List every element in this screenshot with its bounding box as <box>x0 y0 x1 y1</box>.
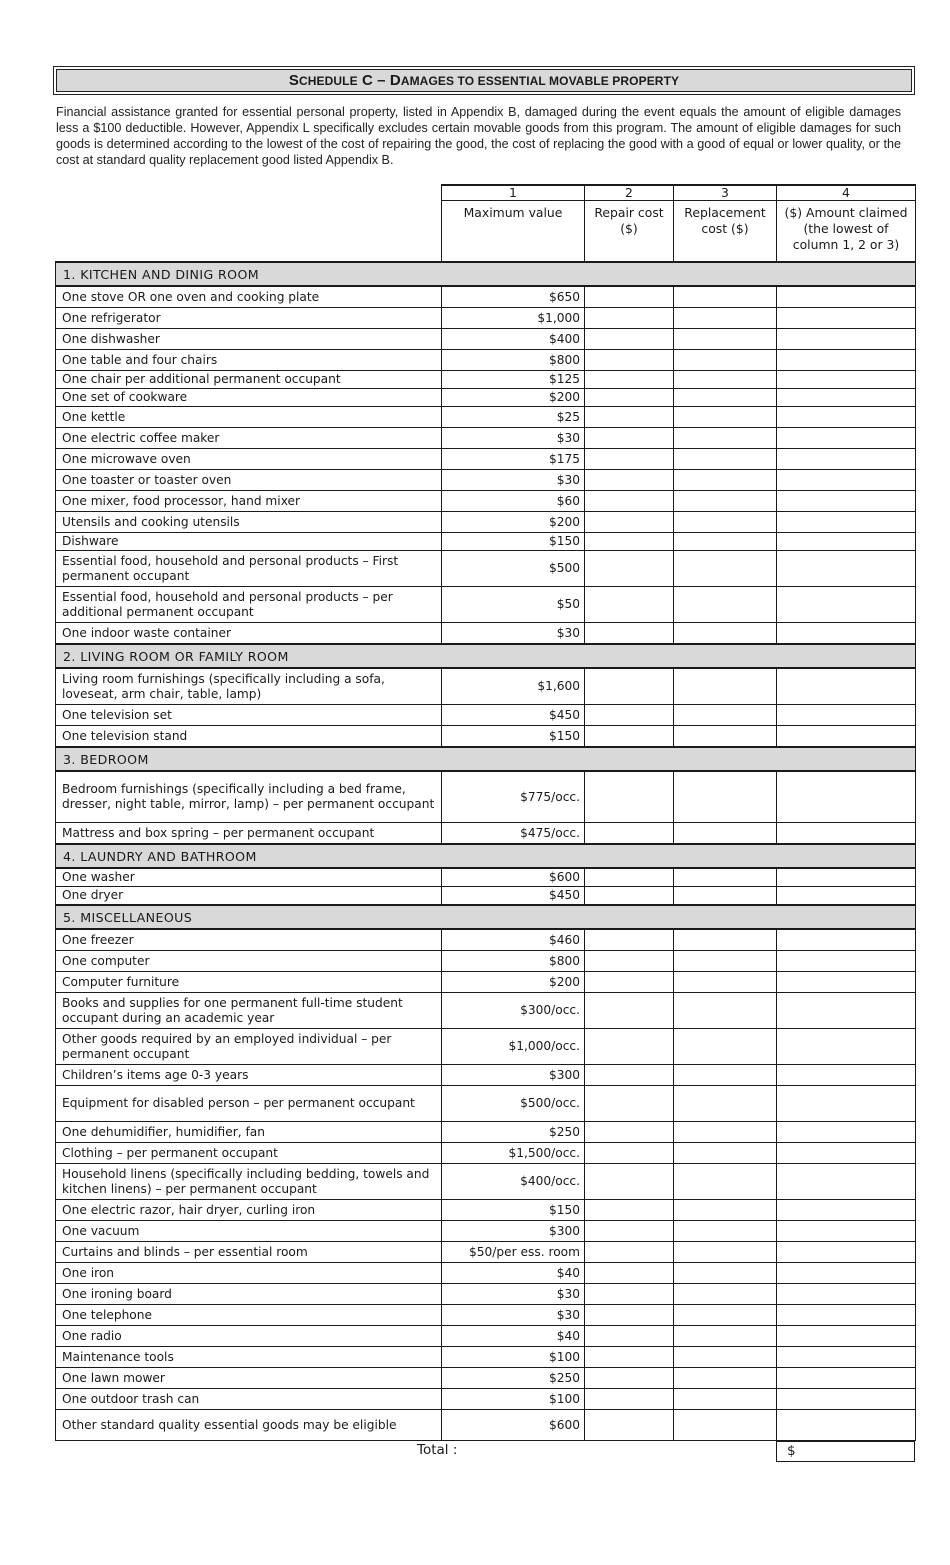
item-label: One set of cookware <box>56 389 442 407</box>
repair-cost-input[interactable] <box>585 1029 674 1065</box>
maximum-value: $150 <box>442 1200 585 1221</box>
item-label: One chair per additional permanent occupant <box>56 371 442 389</box>
repair-cost-input[interactable] <box>585 623 674 645</box>
repair-cost-input[interactable] <box>585 512 674 533</box>
replacement-cost-input[interactable] <box>674 350 777 371</box>
replacement-cost-input[interactable] <box>674 972 777 993</box>
section-title: 4. LAUNDRY AND BATHROOM <box>56 844 916 868</box>
repair-cost-input[interactable] <box>585 951 674 972</box>
item-label: Clothing – per permanent occupant <box>56 1143 442 1164</box>
item-label: One freezer <box>56 929 442 951</box>
amount-claimed-input[interactable] <box>777 1143 916 1164</box>
maximum-value: $30 <box>442 1284 585 1305</box>
repair-cost-input[interactable] <box>585 1164 674 1200</box>
replacement-cost-input[interactable] <box>674 1221 777 1242</box>
section-header <box>56 644 916 668</box>
total-row <box>55 1441 915 1462</box>
table-row <box>56 1326 916 1347</box>
maximum-value: $450 <box>442 705 585 726</box>
table-row <box>56 428 916 449</box>
table-row <box>56 329 916 350</box>
amount-claimed-input[interactable] <box>777 371 916 389</box>
replacement-cost-input[interactable] <box>674 1086 777 1122</box>
amount-claimed-input[interactable] <box>777 705 916 726</box>
repair-cost-input[interactable] <box>585 1086 674 1122</box>
table-row <box>56 286 916 308</box>
replacement-cost-input[interactable] <box>674 512 777 533</box>
item-label: One indoor waste container <box>56 623 442 645</box>
table-row <box>56 449 916 470</box>
item-label: One lawn mower <box>56 1368 442 1389</box>
item-label: Utensils and cooking utensils <box>56 512 442 533</box>
table-row <box>56 350 916 371</box>
amount-claimed-input[interactable] <box>777 1122 916 1143</box>
table-row <box>56 389 916 407</box>
section-header <box>56 262 916 286</box>
maximum-value: $100 <box>442 1347 585 1368</box>
table-row <box>56 491 916 512</box>
item-label: Maintenance tools <box>56 1347 442 1368</box>
maximum-value: $60 <box>442 491 585 512</box>
amount-claimed-input[interactable] <box>777 972 916 993</box>
repair-cost-input[interactable] <box>585 286 674 308</box>
maximum-value: $300 <box>442 1065 585 1086</box>
amount-claimed-input[interactable] <box>777 726 916 748</box>
replacement-cost-input[interactable] <box>674 449 777 470</box>
replacement-cost-input[interactable] <box>674 533 777 551</box>
maximum-value: $650 <box>442 286 585 308</box>
maximum-value: $1,000/occ. <box>442 1029 585 1065</box>
item-label: One television set <box>56 705 442 726</box>
item-label: One radio <box>56 1326 442 1347</box>
replacement-cost-input[interactable] <box>674 407 777 428</box>
repair-cost-input[interactable] <box>585 1410 674 1441</box>
table-row <box>56 951 916 972</box>
replacement-cost-input[interactable] <box>674 470 777 491</box>
section-header <box>56 747 916 771</box>
maximum-value: $150 <box>442 533 585 551</box>
replacement-cost-input[interactable] <box>674 1305 777 1326</box>
section-title: 5. MISCELLANEOUS <box>56 905 916 929</box>
table-row <box>56 1263 916 1284</box>
section-header <box>56 905 916 929</box>
repair-cost-input[interactable] <box>585 705 674 726</box>
replacement-cost-input[interactable] <box>674 993 777 1029</box>
blank-cell <box>56 201 442 263</box>
item-label: One dehumidifier, humidifier, fan <box>56 1122 442 1143</box>
table-row <box>56 1200 916 1221</box>
repair-cost-input[interactable] <box>585 428 674 449</box>
maximum-value: $475/occ. <box>442 823 585 845</box>
item-label: One toaster or toaster oven <box>56 470 442 491</box>
amount-claimed-input[interactable] <box>777 449 916 470</box>
replacement-cost-input[interactable] <box>674 726 777 748</box>
table-row <box>56 587 916 623</box>
replacement-cost-input[interactable] <box>674 1326 777 1347</box>
table-row <box>56 1389 916 1410</box>
maximum-value: $40 <box>442 1326 585 1347</box>
table-row <box>56 823 916 845</box>
repair-cost-input[interactable] <box>585 929 674 951</box>
maximum-value: $400 <box>442 329 585 350</box>
table-row <box>56 929 916 951</box>
schedule-title-box <box>53 66 915 95</box>
replacement-cost-input[interactable] <box>674 1029 777 1065</box>
maximum-value: $40 <box>442 1263 585 1284</box>
replacement-cost-input[interactable] <box>674 771 777 823</box>
maximum-value: $500 <box>442 551 585 587</box>
replacement-cost-input[interactable] <box>674 929 777 951</box>
amount-claimed-input[interactable] <box>777 1263 916 1284</box>
table-row <box>56 1086 916 1122</box>
replacement-cost-input[interactable] <box>674 551 777 587</box>
header-repair-cost: Repair cost ($) <box>585 201 674 263</box>
item-label: One electric razor, hair dryer, curling iron <box>56 1200 442 1221</box>
repair-cost-input[interactable] <box>585 868 674 887</box>
maximum-value: $400/occ. <box>442 1164 585 1200</box>
repair-cost-input[interactable] <box>585 668 674 705</box>
maximum-value: $250 <box>442 1368 585 1389</box>
replacement-cost-input[interactable] <box>674 587 777 623</box>
replacement-cost-input[interactable] <box>674 1284 777 1305</box>
intro-paragraph: Financial assistance granted for essential personal property, listed in Appendix B, damaged during the event equals the amount of eligible damages less a $100 deductible. However, Appendix L specifically excludes certain movable goods from this program. The amount of eligible damages for such goods is determined according to the lowest of the cost of repairing the good, the cost of replacing the good with a good of equal or lower quality, or the cost at standard quality replacement good listed Appendix B. <box>56 105 901 167</box>
amount-claimed-input[interactable] <box>777 1347 916 1368</box>
amount-claimed-input[interactable] <box>777 512 916 533</box>
section-title: 2. LIVING ROOM OR FAMILY ROOM <box>56 644 916 668</box>
replacement-cost-input[interactable] <box>674 887 777 906</box>
table-row <box>56 1368 916 1389</box>
amount-claimed-input[interactable] <box>777 771 916 823</box>
repair-cost-input[interactable] <box>585 308 674 329</box>
repair-cost-input[interactable] <box>585 1326 674 1347</box>
table-row <box>56 470 916 491</box>
amount-claimed-input[interactable] <box>777 428 916 449</box>
repair-cost-input[interactable] <box>585 470 674 491</box>
amount-claimed-input[interactable] <box>777 1284 916 1305</box>
item-label: One refrigerator <box>56 308 442 329</box>
table-row <box>56 1143 916 1164</box>
maximum-value: $1,500/occ. <box>442 1143 585 1164</box>
repair-cost-input[interactable] <box>585 1368 674 1389</box>
maximum-value: $200 <box>442 972 585 993</box>
amount-claimed-input[interactable] <box>777 470 916 491</box>
amount-claimed-input[interactable] <box>777 1086 916 1122</box>
repair-cost-input[interactable] <box>585 407 674 428</box>
item-label: One microwave oven <box>56 449 442 470</box>
maximum-value: $25 <box>442 407 585 428</box>
item-label: One mixer, food processor, hand mixer <box>56 491 442 512</box>
item-label: One outdoor trash can <box>56 1389 442 1410</box>
replacement-cost-input[interactable] <box>674 1143 777 1164</box>
maximum-value: $150 <box>442 726 585 748</box>
table-row <box>56 1242 916 1263</box>
table-row <box>56 705 916 726</box>
maximum-value: $775/occ. <box>442 771 585 823</box>
amount-claimed-input[interactable] <box>777 329 916 350</box>
repair-cost-input[interactable] <box>585 1284 674 1305</box>
item-label: One ironing board <box>56 1284 442 1305</box>
maximum-value: $50/per ess. room <box>442 1242 585 1263</box>
amount-claimed-input[interactable] <box>777 887 916 906</box>
section-header <box>56 844 916 868</box>
table-row <box>56 1410 916 1441</box>
replacement-cost-input[interactable] <box>674 286 777 308</box>
amount-claimed-input[interactable] <box>777 407 916 428</box>
item-label: Equipment for disabled person – per permanent occupant <box>56 1086 442 1122</box>
replacement-cost-input[interactable] <box>674 428 777 449</box>
maximum-value: $30 <box>442 623 585 645</box>
maximum-value: $600 <box>442 1410 585 1441</box>
replacement-cost-input[interactable] <box>674 951 777 972</box>
replacement-cost-input[interactable] <box>674 1389 777 1410</box>
amount-claimed-input[interactable] <box>777 823 916 845</box>
item-label: One dryer <box>56 887 442 906</box>
total-label: Total : <box>417 1442 458 1458</box>
replacement-cost-input[interactable] <box>674 1200 777 1221</box>
table-row <box>56 1122 916 1143</box>
item-label: Curtains and blinds – per essential room <box>56 1242 442 1263</box>
repair-cost-input[interactable] <box>585 993 674 1029</box>
maximum-value: $250 <box>442 1122 585 1143</box>
item-label: One washer <box>56 868 442 887</box>
title-part: C – <box>357 72 390 89</box>
table-row <box>56 1164 916 1200</box>
table-row <box>56 771 916 823</box>
repair-cost-input[interactable] <box>585 1200 674 1221</box>
title-part: AMAGES TO ESSENTIAL MOVABLE PROPERTY <box>400 73 680 88</box>
amount-claimed-input[interactable] <box>777 668 916 705</box>
repair-cost-input[interactable] <box>585 329 674 350</box>
column-number: 1 <box>442 185 585 201</box>
column-header-row <box>56 201 916 263</box>
table-row <box>56 887 916 906</box>
maximum-value: $500/occ. <box>442 1086 585 1122</box>
currency-symbol: $ <box>787 1443 796 1459</box>
maximum-value: $100 <box>442 1389 585 1410</box>
column-number: 2 <box>585 185 674 201</box>
item-label: Books and supplies for one permanent full-time student occupant during an academic year <box>56 993 442 1029</box>
amount-claimed-input[interactable] <box>777 993 916 1029</box>
item-label: Essential food, household and personal products – First permanent occupant <box>56 551 442 587</box>
replacement-cost-input[interactable] <box>674 1242 777 1263</box>
repair-cost-input[interactable] <box>585 371 674 389</box>
repair-cost-input[interactable] <box>585 1389 674 1410</box>
replacement-cost-input[interactable] <box>674 1263 777 1284</box>
item-label: Essential food, household and personal products – per additional permanent occupant <box>56 587 442 623</box>
amount-claimed-input[interactable] <box>777 350 916 371</box>
table-row <box>56 1305 916 1326</box>
table-row <box>56 623 916 645</box>
maximum-value: $300/occ. <box>442 993 585 1029</box>
repair-cost-input[interactable] <box>585 1122 674 1143</box>
header-maximum-value: Maximum value <box>442 201 585 263</box>
maximum-value: $460 <box>442 929 585 951</box>
maximum-value: $30 <box>442 1305 585 1326</box>
table-row <box>56 1221 916 1242</box>
table-row <box>56 972 916 993</box>
repair-cost-input[interactable] <box>585 823 674 845</box>
maximum-value: $800 <box>442 951 585 972</box>
item-label: Computer furniture <box>56 972 442 993</box>
amount-claimed-input[interactable] <box>777 1065 916 1086</box>
replacement-cost-input[interactable] <box>674 668 777 705</box>
replacement-cost-input[interactable] <box>674 1347 777 1368</box>
replacement-cost-input[interactable] <box>674 1065 777 1086</box>
table-row <box>56 868 916 887</box>
item-label: Living room furnishings (specifically including a sofa, loveseat, arm chair, table, lamp) <box>56 668 442 705</box>
replacement-cost-input[interactable] <box>674 1368 777 1389</box>
item-label: One electric coffee maker <box>56 428 442 449</box>
title-part: S <box>288 72 299 89</box>
maximum-value: $175 <box>442 449 585 470</box>
item-label: One television stand <box>56 726 442 748</box>
replacement-cost-input[interactable] <box>674 623 777 645</box>
repair-cost-input[interactable] <box>585 1347 674 1368</box>
replacement-cost-input[interactable] <box>674 1164 777 1200</box>
maximum-value: $200 <box>442 512 585 533</box>
replacement-cost-input[interactable] <box>674 491 777 512</box>
repair-cost-input[interactable] <box>585 1143 674 1164</box>
table-row <box>56 668 916 705</box>
table-row <box>56 993 916 1029</box>
table-row <box>56 726 916 748</box>
item-label: One stove OR one oven and cooking plate <box>56 286 442 308</box>
table-row <box>56 512 916 533</box>
amount-claimed-input[interactable] <box>777 868 916 887</box>
replacement-cost-input[interactable] <box>674 705 777 726</box>
amount-claimed-input[interactable] <box>777 929 916 951</box>
maximum-value: $800 <box>442 350 585 371</box>
amount-claimed-input[interactable] <box>777 1221 916 1242</box>
item-label: Dishware <box>56 533 442 551</box>
item-label: One table and four chairs <box>56 350 442 371</box>
amount-claimed-input[interactable] <box>777 286 916 308</box>
amount-claimed-input[interactable] <box>777 308 916 329</box>
table-row <box>56 371 916 389</box>
maximum-value: $50 <box>442 587 585 623</box>
item-label: One kettle <box>56 407 442 428</box>
maximum-value: $125 <box>442 371 585 389</box>
header-amount-claimed: ($) Amount claimed (the lowest of column 1, 2 or 3) <box>777 201 916 263</box>
title-part: CHEDULE <box>298 73 358 88</box>
repair-cost-input[interactable] <box>585 1305 674 1326</box>
repair-cost-input[interactable] <box>585 1263 674 1284</box>
item-label: One computer <box>56 951 442 972</box>
table-row <box>56 533 916 551</box>
amount-claimed-input[interactable] <box>777 587 916 623</box>
amount-claimed-input[interactable] <box>777 389 916 407</box>
maximum-value: $600 <box>442 868 585 887</box>
amount-claimed-input[interactable] <box>777 1326 916 1347</box>
amount-claimed-input[interactable] <box>777 1368 916 1389</box>
amount-claimed-input[interactable] <box>777 533 916 551</box>
amount-claimed-input[interactable] <box>777 1242 916 1263</box>
repair-cost-input[interactable] <box>585 1221 674 1242</box>
maximum-value: $200 <box>442 389 585 407</box>
item-label: Household linens (specifically including bedding, towels and kitchen linens) – per permanent occupant <box>56 1164 442 1200</box>
section-title: 3. BEDROOM <box>56 747 916 771</box>
item-label: One telephone <box>56 1305 442 1326</box>
repair-cost-input[interactable] <box>585 389 674 407</box>
table-row <box>56 1284 916 1305</box>
amount-claimed-input[interactable] <box>777 551 916 587</box>
table-row <box>56 1065 916 1086</box>
replacement-cost-input[interactable] <box>674 1410 777 1441</box>
repair-cost-input[interactable] <box>585 449 674 470</box>
amount-claimed-input[interactable] <box>777 1029 916 1065</box>
schedule-title <box>56 69 912 92</box>
header-replacement-cost: Replacement cost ($) <box>674 201 777 263</box>
amount-claimed-input[interactable] <box>777 491 916 512</box>
replacement-cost-input[interactable] <box>674 329 777 350</box>
repair-cost-input[interactable] <box>585 551 674 587</box>
item-label: Mattress and box spring – per permanent occupant <box>56 823 442 845</box>
blank-cell <box>56 185 442 201</box>
repair-cost-input[interactable] <box>585 491 674 512</box>
amount-claimed-input[interactable] <box>777 1164 916 1200</box>
replacement-cost-input[interactable] <box>674 1122 777 1143</box>
table-row <box>56 1347 916 1368</box>
section-title: 1. KITCHEN AND DINIG ROOM <box>56 262 916 286</box>
maximum-value: $1,600 <box>442 668 585 705</box>
amount-claimed-input[interactable] <box>777 1305 916 1326</box>
repair-cost-input[interactable] <box>585 587 674 623</box>
amount-claimed-input[interactable] <box>777 951 916 972</box>
amount-claimed-input[interactable] <box>777 1410 916 1441</box>
replacement-cost-input[interactable] <box>674 308 777 329</box>
table-row <box>56 551 916 587</box>
item-label: Other goods required by an employed individual – per permanent occupant <box>56 1029 442 1065</box>
maximum-value: $1,000 <box>442 308 585 329</box>
title-part: D <box>389 72 401 89</box>
repair-cost-input[interactable] <box>585 771 674 823</box>
maximum-value: $30 <box>442 470 585 491</box>
repair-cost-input[interactable] <box>585 350 674 371</box>
amount-claimed-input[interactable] <box>777 623 916 645</box>
maximum-value: $30 <box>442 428 585 449</box>
table-row <box>56 1029 916 1065</box>
replacement-cost-input[interactable] <box>674 371 777 389</box>
table-row <box>56 407 916 428</box>
repair-cost-input[interactable] <box>585 972 674 993</box>
maximum-value: $450 <box>442 887 585 906</box>
item-label: Children’s items age 0-3 years <box>56 1065 442 1086</box>
amount-claimed-input[interactable] <box>777 1389 916 1410</box>
column-number-row <box>56 185 916 201</box>
replacement-cost-input[interactable] <box>674 868 777 887</box>
column-number: 4 <box>777 185 916 201</box>
item-label: One vacuum <box>56 1221 442 1242</box>
repair-cost-input[interactable] <box>585 533 674 551</box>
repair-cost-input[interactable] <box>585 887 674 906</box>
amount-claimed-input[interactable] <box>777 1200 916 1221</box>
repair-cost-input[interactable] <box>585 1242 674 1263</box>
column-number: 3 <box>674 185 777 201</box>
repair-cost-input[interactable] <box>585 1065 674 1086</box>
damages-table <box>55 184 916 1441</box>
total-amount-field[interactable] <box>776 1441 915 1462</box>
item-label: One dishwasher <box>56 329 442 350</box>
item-label: Bedroom furnishings (specifically including a bed frame, dresser, night table, mirror, lamp) – per permanent occupant <box>56 771 442 823</box>
item-label: One iron <box>56 1263 442 1284</box>
item-label: Other standard quality essential goods may be eligible <box>56 1410 442 1441</box>
repair-cost-input[interactable] <box>585 726 674 748</box>
table-row <box>56 308 916 329</box>
replacement-cost-input[interactable] <box>674 389 777 407</box>
replacement-cost-input[interactable] <box>674 823 777 845</box>
maximum-value: $300 <box>442 1221 585 1242</box>
